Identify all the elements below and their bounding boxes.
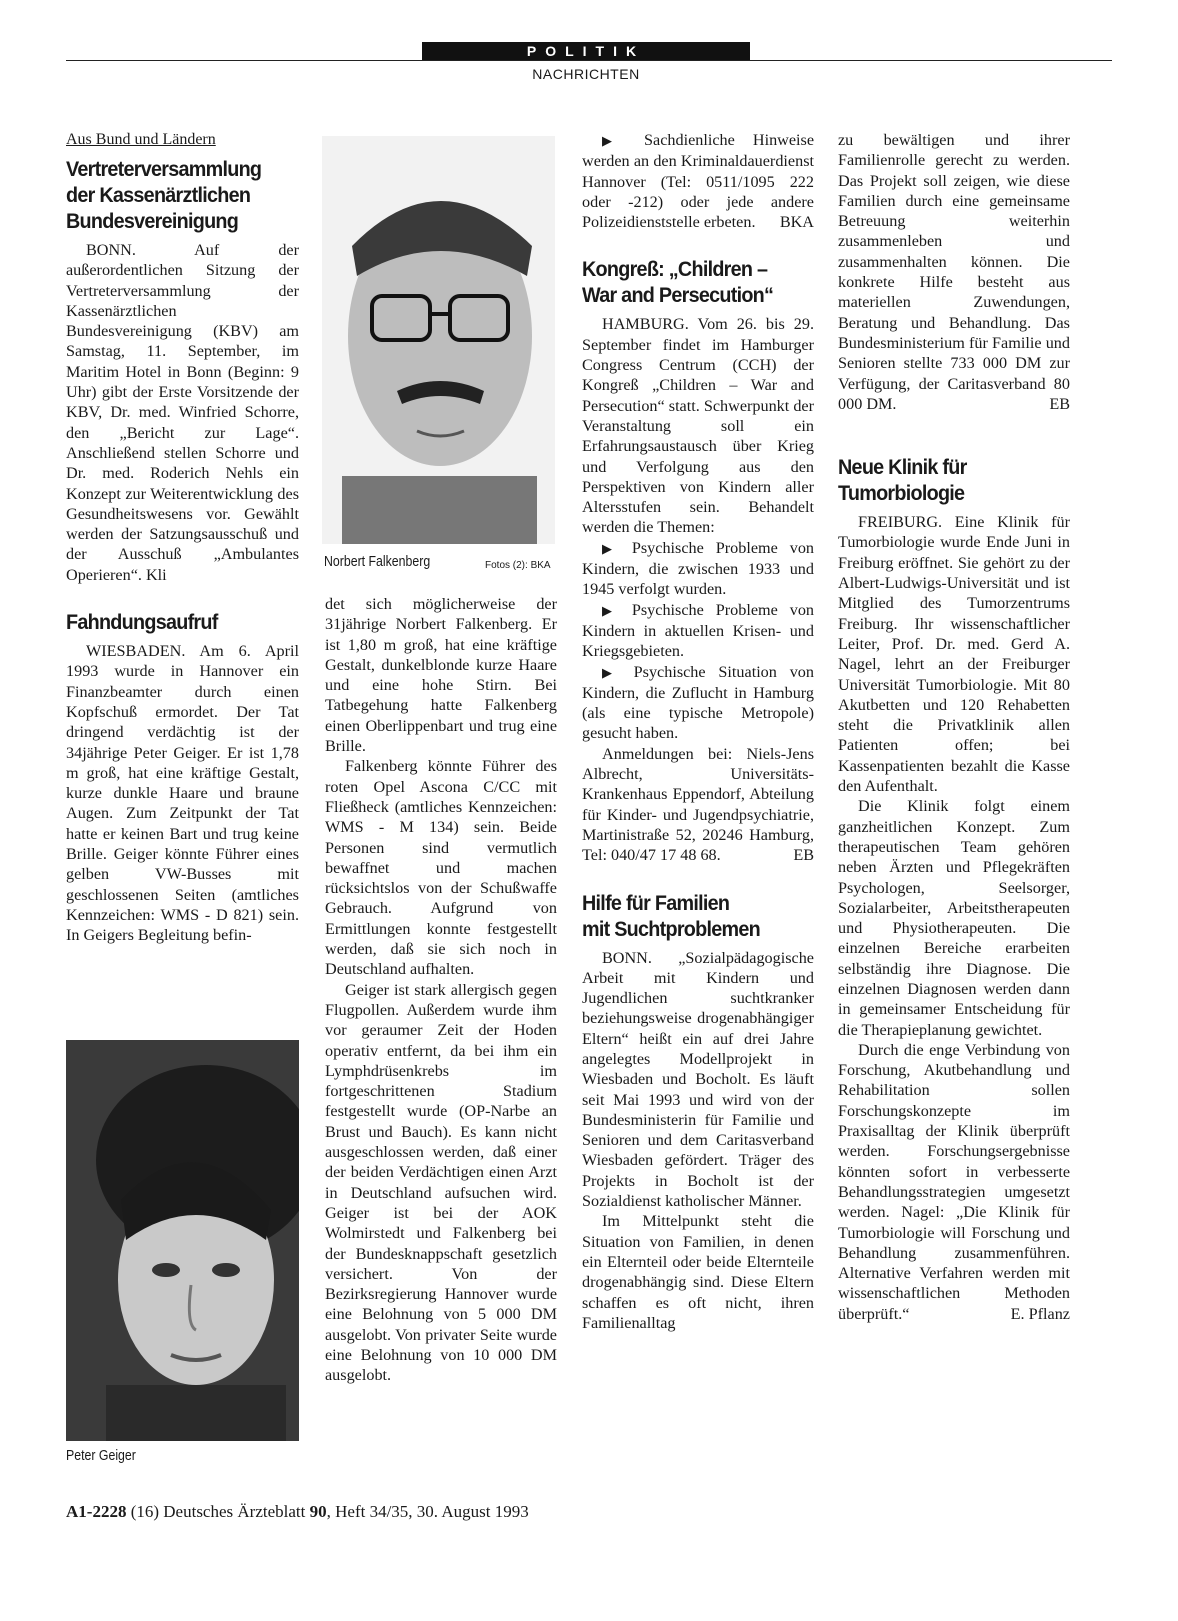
photo-peter-geiger: [66, 1040, 299, 1441]
article-text: WIESBADEN. Am 6. April 1993 wurde in Hannover ein Finanzbeamter durch einen Kopfschuß ermordet. Der Tat dringend verdächtig ist der 34jährige Peter Geiger. Er ist 1,78 m groß, hat eine kräftige Gestalt, kurze dunkle Haare und braune Augen. Zum Zeitpunkt der Tat hatte er keinen Bart und trug keine Brille. Geiger könnte Führer eines gelben VW-Busses mit geschlossenen Seiten (amtliches Kennzeichen: WMS - D 821) sein. In Geigers Begleitung befin-: [66, 642, 299, 945]
article-text: Im Mittelpunkt steht die Situation von Familien, in denen ein Elternteil oder beide Elternteile drogenabhängig sind. Diese Eltern schaffen es oft nicht, ihren Familienalltag: [582, 1212, 814, 1332]
article-text: Die Klinik folgt einem ganzheitlichen Konzept. Zum therapeutischen Team gehören neben Ärzten und Pflegekräften Psychologen, Seelsorger, Sozialarbeiter, Arbeitstherapeuten und Physiotherapeuten. Die einzelnen Bereiche erarbeiten selbständig ihre Diagnose. Die einzelnen Diagnosen werden dann in gemeinsamer Entscheidung für die Therapieplanung gewichtet.: [838, 797, 1070, 1039]
article-text: Durch die enge Verbindung von Forschung, Akutbehandlung und Rehabilitation sollen Forschungskonzepte im Praxisalltag der Klinik überprüft werden. Forschungsergebnisse könnten sofort in verbesserte Behandlungsstrategien umgesetzt werden. Nagel: „Die Klinik für Tumorbiologie will Forschung und Behandlung zusammenführen. Alternative Verfahren werden mit wissenschaftlichen Methoden überprüft.“ E. Pflanz: [838, 1040, 1070, 1323]
article-text: Anmeldungen bei: Niels-Jens Albrecht, Universitäts-Krankenhaus Eppendorf, Abteilung für Kinder- und Jugendpsychiatrie, Martinistraße 52, 20246 Hamburg, Tel: 040/47 17 48 68. EB: [582, 744, 814, 865]
photo-caption-falkenberg: Norbert Falkenberg: [324, 554, 431, 570]
volume: 90: [309, 1502, 327, 1521]
article-text: FREIBURG. Eine Klinik für Tumorbiologie wurde Ende Juni in Freiburg eröffnet. Sie gehört zu der Albert-Ludwigs-Universität und ist Mitglied des Tumorzentrums Freiburg. Ihr wissenschaftlicher Leiter, Prof. Dr. med. Gerd A. Nagel, lehrt an der Freiburger Universität Tumorbiologie. Mit 80 Akutbetten und 120 Rehabetten steht die Privatklinik allen Patienten offen; bei Kassenpatienten bezahlt die Kasse den Aufenthalt.: [838, 513, 1070, 796]
author-signature: EB: [793, 846, 814, 865]
bullet-arrow-icon: ▶: [602, 133, 626, 148]
column-2: [325, 594, 557, 1386]
header-rule: [66, 60, 1112, 61]
photo-credit: Fotos (2): BKA: [485, 560, 551, 571]
bullet-item: ▶ Psychische Probleme von Kindern in aktuellen Krisen- und Kriegsgebieten.: [582, 600, 815, 661]
column-1: [66, 130, 299, 946]
photo-norbert-falkenberg: [322, 136, 555, 544]
article-text: ▶ Sachdienliche Hinweise werden an den Kriminaldauerdienst Hannover (Tel: 0511/1095 222 oder -212) oder jede andere Polizeidienststelle erbeten. BKA: [582, 131, 815, 232]
bullet-arrow-icon: ▶: [602, 664, 621, 680]
page-footer: [66, 1502, 529, 1522]
headline-fahndungsaufruf: Fahndungsaufruf: [66, 610, 218, 635]
author-signature: E. Pflanz: [1010, 1304, 1070, 1323]
article-text: BONN. Auf der außerordentlichen Sitzung der Vertreterversammlung der Kassenärztlichen Bundesvereinigung (KBV) am Samstag, 11. September, im Maritim Hotel in Bonn (Beginn: 9 Uhr) gibt der Erste Vorsitzende der KBV, Dr. med. Winfried Schorre, den „Bericht zur Lage“. Anschließend stellen Schorre und Dr. med. Roderich Nehls ein Konzept zur Weiterentwicklung des Gesundheitswesens vor. Gewählt werden der Satzungsausschuß und der Ausschuß „Ambulantes Operieren“. Kli: [66, 241, 299, 584]
bullet-arrow-icon: ▶: [602, 602, 620, 618]
page-code: A1-2228: [66, 1502, 127, 1521]
headline-hilfe-familien: Hilfe für Familien mit Suchtproblemen: [582, 890, 760, 941]
portrait-image: [66, 1040, 299, 1441]
portrait-image: [322, 136, 555, 544]
article-text: zu bewältigen und ihrer Familienrolle gerecht zu werden. Das Projekt soll zeigen, wie diese Familien durch eine gemeinsame Betreuung weiterhin zusammenleben und zusammenhalten können. Die konkrete Hilfe besteht aus materiellen Zuwendungen, Beratung und Behandlung. Das Bundesministerium für Familie und Senioren stellte 733 000 DM zur Verfügung, der Caritasverband 80 000 DM. EB: [838, 131, 1070, 413]
article-text: det sich möglicherweise der 31jährige Norbert Falkenberg. Er ist 1,80 m groß, hat eine kräftige Gestalt, dunkelblonde kurze Haare und eine hohe Stirn. Bei Tatbegehung hatte Falkenberg einen Oberlippenbart und trug eine Brille.: [325, 595, 557, 756]
section-label: POLITIK: [422, 42, 750, 60]
column-3: [582, 130, 814, 1333]
citation: (16) Deutsches Ärzteblatt: [130, 1502, 306, 1521]
article-text: BONN. „Sozialpädagogische Arbeit mit Kindern und Jugendlichen suchtkranker beziehungsweise drogenabhängiger Eltern“ heißt ein auf drei Jahre angelegtes Modellprojekt in Wiesbaden und Bocholt. Es läuft seit Mai 1993 und wird von der Bundesministerin für Familie und Senioren und dem Caritasverband Wiesbaden gefördert. Träger des Projekts in Bocholt ist der Sozialdienst katholischer Männer.: [582, 948, 814, 1211]
issue-date: , Heft 34/35, 30. August 1993: [326, 1502, 529, 1521]
subsection-label: NACHRICHTEN: [532, 66, 640, 82]
bullet-item: ▶ Psychische Probleme von Kindern, die zwischen 1933 und 1945 verfolgt wurden.: [582, 538, 815, 599]
article-text: Geiger ist stark allergisch gegen Flugpollen. Außerdem wurde ihm vor geraumer Zeit der Hoden operativ entfernt, da bei ihm ein Lymphdrüsenkrebs im fortgeschrittenen Stadium festgestellt wurde (OP-Narbe an Brust und Bauch). Es kann nicht ausgeschlossen werden, daß einer der beiden Verdächtigen einen Arzt in Deutschland aufsuchen wird. Geiger ist bei der AOK Wolmirstedt und Falkenberg bei der Bundesknappschaft gesetzlich versichert. Von der Bezirksregierung Hannover wurde eine Belohnung von 5 000 DM ausgelobt. Von privater Seite wurde eine Belohnung von 10 000 DM ausgelobt.: [325, 980, 557, 1385]
author-signature: EB: [1049, 394, 1070, 413]
headline-kongress: Kongreß: „Children – War and Persecution“: [582, 257, 774, 308]
bullet-item: ▶ Psychische Situation von Kindern, die Zuflucht in Hamburg (als eine typische Metropole) gesucht haben.: [582, 662, 814, 743]
author-signature: BKA: [779, 213, 814, 232]
bullet-arrow-icon: ▶: [602, 540, 620, 556]
article-text: HAMBURG. Vom 26. bis 29. September findet im Hamburger Congress Centrum (CCH) der Kongreß „Children – War and Persecution“ statt. Schwerpunkt der Veranstaltung soll ein Erfahrungsaustausch über Krieg und Verfolgung aus den Perspektiven von Kindern aller Altersstufen sein. Behandelt werden die Themen:: [582, 315, 814, 537]
photo-caption-geiger: Peter Geiger: [66, 1448, 136, 1464]
headline-vertreterversammlung: Vertreterversammlung der Kassenärztlichen Bundesvereinigung: [66, 157, 262, 233]
column-4: [838, 130, 1070, 1324]
article-text: Falkenberg könnte Führer des roten Opel Ascona C/CC mit Fließheck (amtliches Kennzeichen: WMS - M 134) sein. Beide Personen sind vermutlich bewaffnet und machen rücksichtslos von der Schußwaffe Gebrauch. Aufgrund von Ermittlungen konnte festgestellt werden, daß sie sich noch in Deutschland aufhalten.: [325, 757, 557, 979]
kicker: Aus Bund und Ländern: [66, 131, 216, 148]
headline-neue-klinik: Neue Klinik für Tumorbiologie: [838, 455, 967, 506]
